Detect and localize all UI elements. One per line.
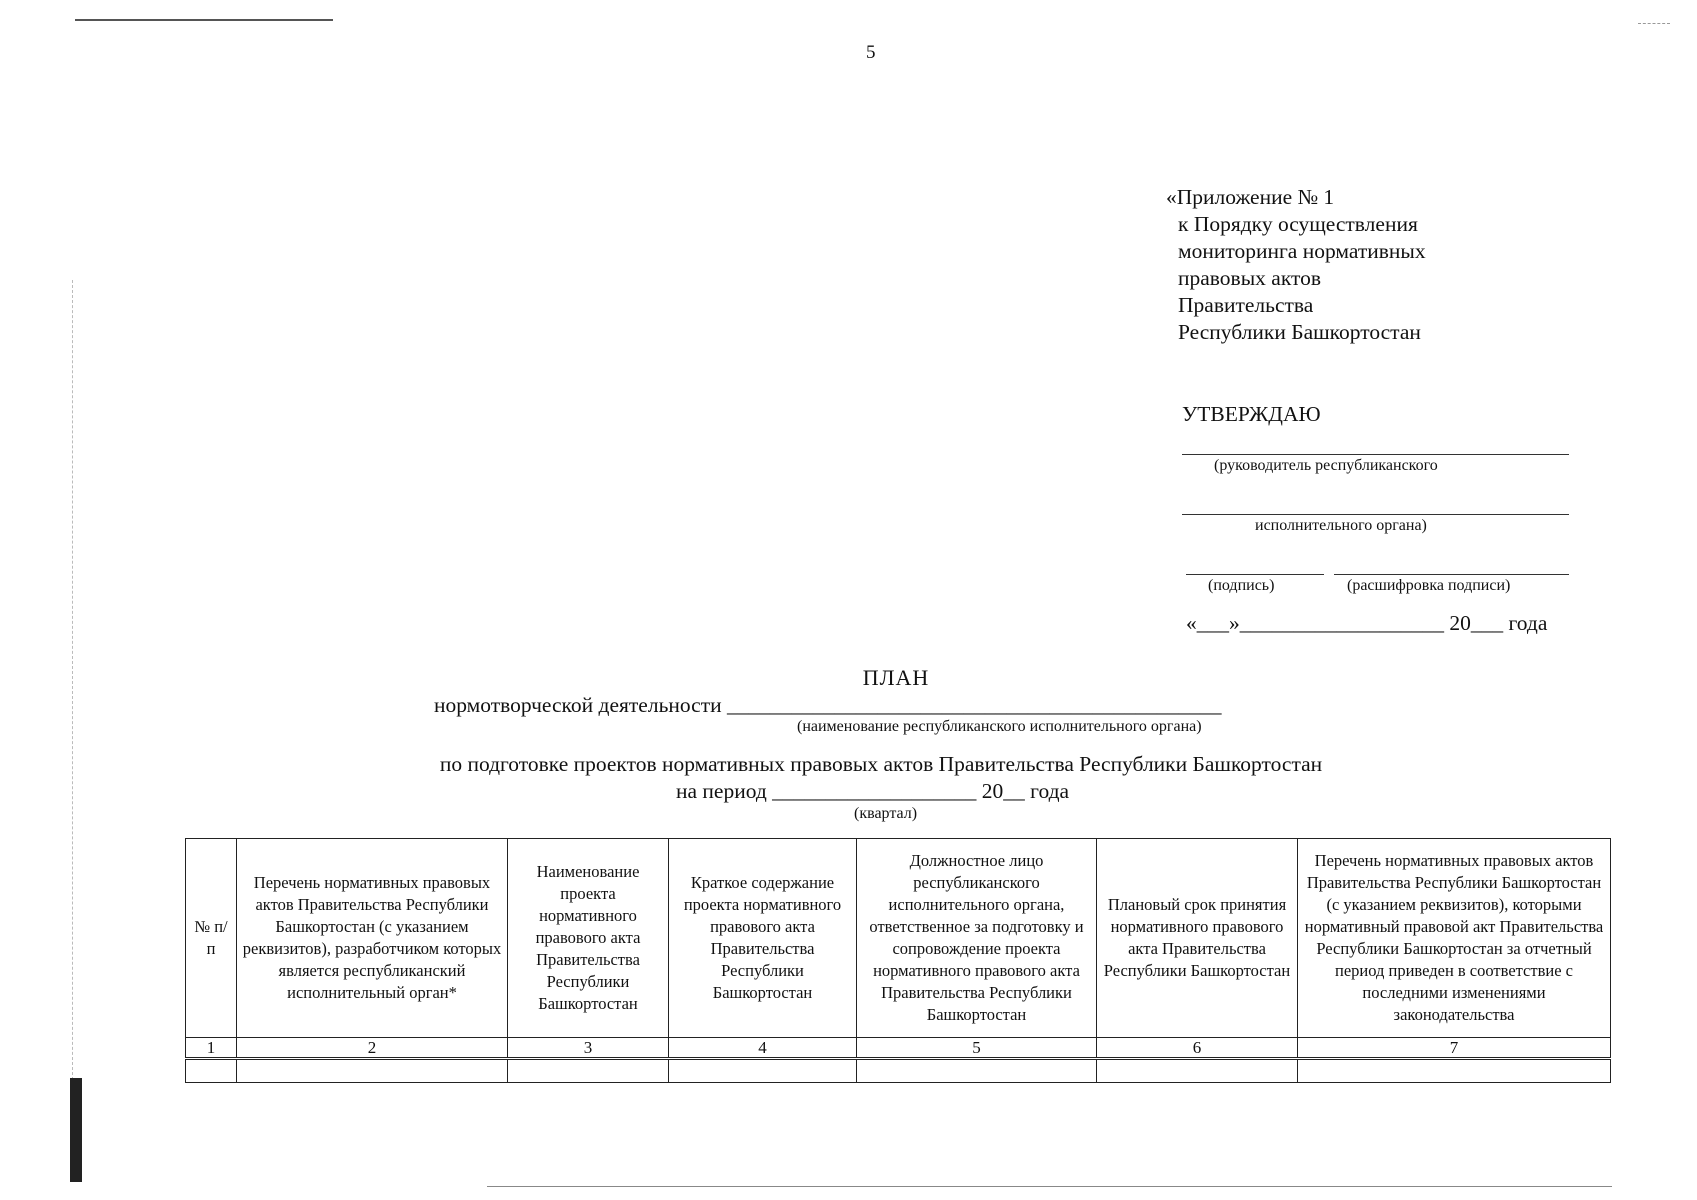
column-header: № п/п [186,839,237,1038]
period-caption: (квартал) [854,805,918,822]
signature-line [1186,574,1324,575]
table-cell [237,1059,508,1083]
scan-edge-line [1638,23,1670,24]
column-header: Перечень нормативных правовых актов Правительства Республики Башкортостан (с указанием реквизитов), разработчиком которых является республиканский исполнительный орган* [237,839,508,1038]
plan-period-line: на период ___________________ 20__ года [676,779,1070,803]
signature-line [1182,514,1569,515]
column-header: Плановый срок принятия нормативного правового акта Правительства Республики Башкортостан [1097,839,1298,1038]
plan-activity-line: нормотворческой деятельности ______________________________________________ [434,693,1222,717]
column-number: 6 [1097,1038,1298,1059]
column-header: Должностное лицо республиканского исполнительного органа, ответственное за подготовку и сопровождение проекта нормативного правового акта Правительства Республики Башкортостан [857,839,1097,1038]
plan-table [185,838,1611,1083]
appendix-line: мониторинга нормативных [1178,239,1426,263]
scan-edge-shadow [70,1078,82,1182]
table-cell [1097,1059,1298,1083]
column-number-row [186,1038,1611,1059]
column-number: 3 [508,1038,669,1059]
approval-title: УТВЕРЖДАЮ [1182,402,1321,426]
column-header: Краткое содержание проекта нормативного правового акта Правительства Республики Башкортостан [669,839,857,1038]
column-number: 7 [1298,1038,1611,1059]
table-cell [186,1059,237,1083]
table-cell [857,1059,1097,1083]
table-cell [508,1059,669,1083]
appendix-heading [1166,184,1426,346]
approval-caption: (руководитель республиканского [1214,457,1438,474]
column-number: 2 [237,1038,508,1059]
signature-line [1334,574,1569,575]
approval-date: «___»___________________ 20___ года [1186,611,1548,635]
scan-edge-line [75,19,333,21]
appendix-line: Правительства [1178,293,1314,317]
column-header: Наименование проекта нормативного правового акта Правительства Республики Башкортостан [508,839,669,1038]
signature-decoding-caption: (расшифровка подписи) [1347,577,1511,594]
signature-caption: (подпись) [1208,577,1275,594]
appendix-line: «Приложение № 1 [1166,185,1335,209]
appendix-line: Республики Башкортостан [1178,320,1421,344]
column-number: 4 [669,1038,857,1059]
table-row [186,1059,1611,1083]
plan-purpose-line: по подготовке проектов нормативных правовых актов Правительства Республики Башкортостан [439,752,1323,776]
appendix-line: правовых актов [1178,266,1321,290]
column-header: Перечень нормативных правовых актов Правительства Республики Башкортостан (с указанием реквизитов), которыми нормативный правовой акт Правительства Республики Башкортостан за отчетный период приведен в соответствие с последними изменениями законодательства [1298,839,1611,1038]
table-cell [1298,1059,1611,1083]
appendix-line: к Порядку осуществления [1178,212,1418,236]
table-cell [669,1059,857,1083]
approval-caption: исполнительного органа) [1255,517,1427,534]
signature-line [1182,454,1569,455]
scan-edge-line [487,1186,1612,1187]
page-number: 5 [866,42,876,63]
activity-caption: (наименование республиканского исполнительного органа) [797,718,1202,735]
document-title: ПЛАН [862,665,930,690]
column-number: 5 [857,1038,1097,1059]
table-header-row [186,839,1611,1038]
column-number: 1 [186,1038,237,1059]
